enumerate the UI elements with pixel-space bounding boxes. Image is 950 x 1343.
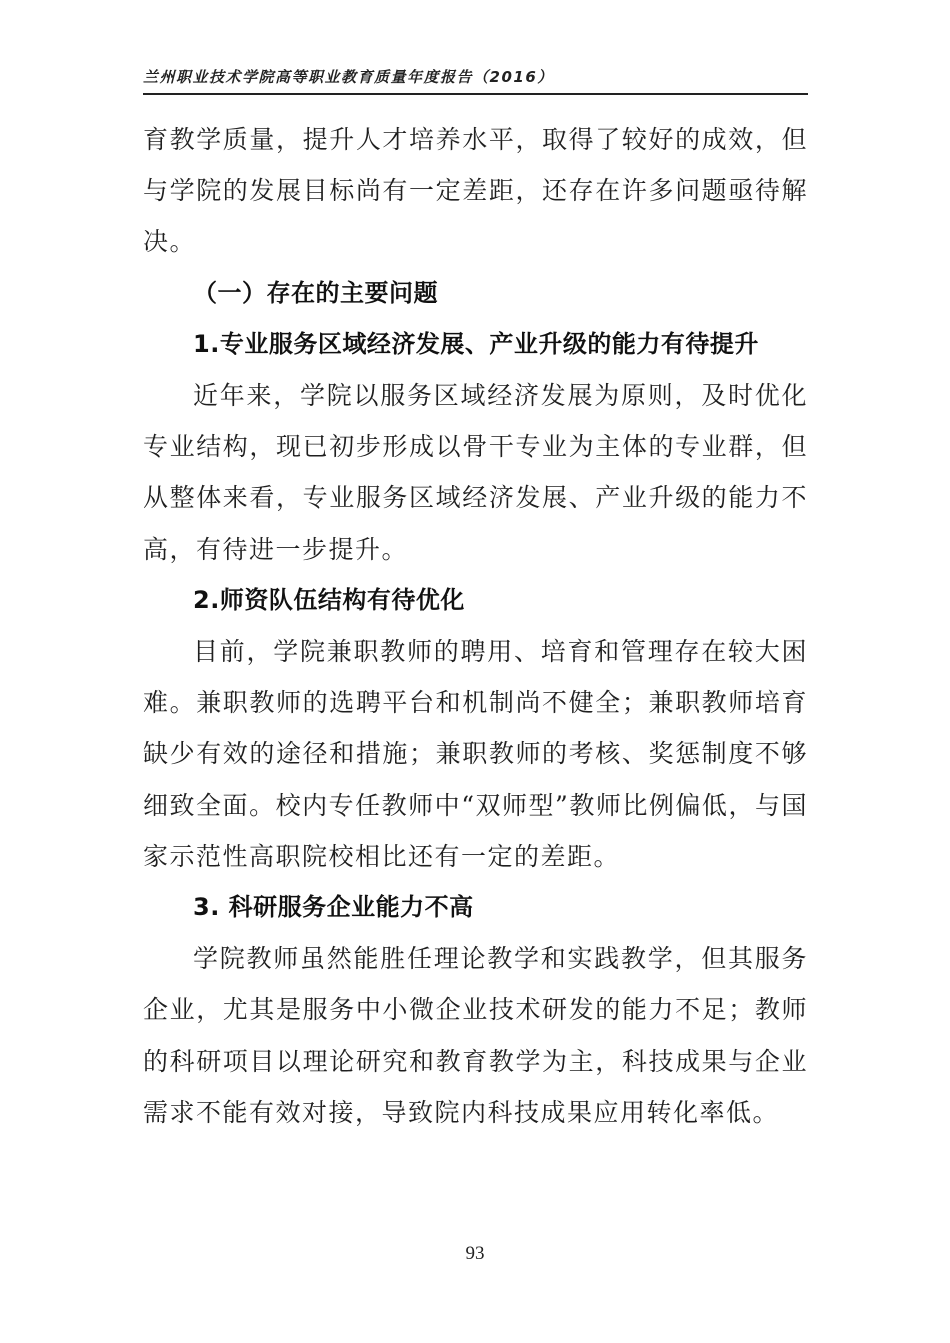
header-divider — [143, 93, 808, 95]
item-paragraph-3: 学院教师虽然能胜任理论教学和实践教学，但其服务企业，尤其是服务中小微企业技术研发的能力不足；教师的科研项目以理论研究和教育教学为主，科技成果与企业需求不能有效对接，导致院内科技成果应用转化率低。 — [143, 944, 808, 1127]
item-heading-1: 1.专业服务区域经济发展、产业升级的能力有待提升 — [193, 329, 759, 358]
item-heading-3: 3. 科研服务企业能力不高 — [193, 893, 474, 922]
continued-paragraph: 育教学质量，提升人才培养水平，取得了较好的成效，但与学院的发展目标尚有一定差距，还存在许多问题亟待解决。 — [143, 125, 808, 257]
item-paragraph-2: 目前，学院兼职教师的聘用、培育和管理存在较大困难。兼职教师的选聘平台和机制尚不健全；兼职教师培育缺少有效的途径和措施；兼职教师的考核、奖惩制度不够细致全面。校内专任教师中“双师型”教师比例偏低，与国家示范性高职院校相比还有一定的差距。 — [143, 637, 808, 871]
page-number: 93 — [465, 1243, 485, 1264]
item-heading-2: 2.师资队伍结构有待优化 — [193, 585, 465, 614]
item-paragraph-1: 近年来，学院以服务区域经济发展为原则，及时优化专业结构，现已初步形成以骨干专业为主体的专业群，但从整体来看，专业服务区域经济发展、产业升级的能力不高，有待进一步提升。 — [143, 381, 808, 564]
section-heading: （一）存在的主要问题 — [193, 278, 438, 307]
page-body — [143, 114, 808, 1138]
running-header: 兰州职业技术学院高等职业教育质量年度报告（2016） — [143, 68, 554, 86]
